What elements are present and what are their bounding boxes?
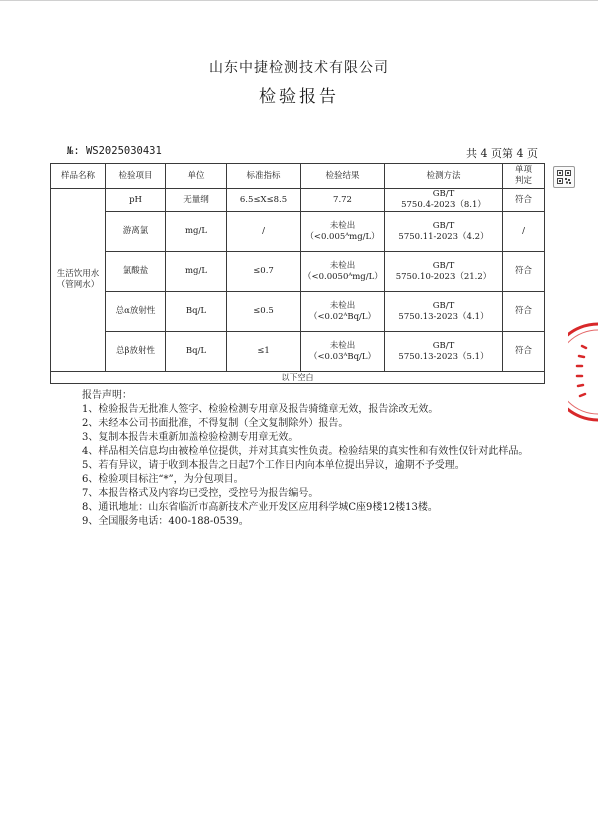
method-cell: GB/T 5750.13-2023（4.1） [385, 292, 503, 332]
note-item: 7、本报告格式及内容均已受控，受控号为报告编号。 [82, 488, 319, 499]
result-cell: 未检出 （<0.03ᴬBq/L） [301, 332, 385, 372]
company-name: 山东中捷检测技术有限公司 [209, 60, 389, 76]
page-info: 共 4 页第 4 页 [466, 147, 538, 160]
note-item: 2、未经本公司书面批准，不得复制（全文复制除外）报告。 [82, 418, 349, 429]
judgment-cell: 符合 [503, 292, 545, 332]
column-header: 标准指标 [227, 164, 301, 189]
results-table [50, 163, 545, 384]
note-item: 1、检验报告无批准人签字、检验检测专用章及报告骑缝章无效，报告涂改无效。 [82, 404, 439, 415]
judgment-cell: / [503, 212, 545, 252]
item-cell: pH [106, 189, 166, 212]
report-notes [82, 389, 528, 529]
item-cell: 总β放射性 [106, 332, 166, 372]
standard-cell: 6.5≤X≤8.5 [227, 189, 301, 212]
result-cell: 未检出 （<0.005ᴬmg/L） [301, 212, 385, 252]
item-cell: 总α放射性 [106, 292, 166, 332]
table-row [51, 252, 545, 292]
unit-cell: mg/L [166, 252, 227, 292]
unit-cell: 无量纲 [166, 189, 227, 212]
standard-cell: / [227, 212, 301, 252]
table-row [51, 292, 545, 332]
method-cell: GB/T 5750.11-2023（4.2） [385, 212, 503, 252]
standard-cell: ≤0.7 [227, 252, 301, 292]
note-item: 6、检验项目标注“*”，为分包项目。 [82, 474, 244, 485]
report-title: 检验报告 [259, 87, 339, 107]
report-number: №: WS2025030431 [67, 145, 162, 157]
item-cell: 游离氯 [106, 212, 166, 252]
result-cell: 7.72 [301, 189, 385, 212]
judgment-cell: 符合 [503, 252, 545, 292]
column-header: 检测方法 [385, 164, 503, 189]
method-cell: GB/T 5750.4-2023（8.1） [385, 189, 503, 212]
table-row [51, 332, 545, 372]
note-item: 5、若有异议，请于收到本报告之日起7个工作日内向本单位提出异议，逾期不予受理。 [82, 460, 465, 471]
method-cell: GB/T 5750.13-2023（5.1） [385, 332, 503, 372]
judgment-cell: 符合 [503, 332, 545, 372]
notes-heading: 报告声明： [82, 390, 132, 401]
method-cell: GB/T 5750.10-2023（21.2） [385, 252, 503, 292]
column-header: 检验结果 [301, 164, 385, 189]
table-header-row [51, 164, 545, 189]
column-header: 单位 [166, 164, 227, 189]
column-header: 检验项目 [106, 164, 166, 189]
result-cell: 未检出 （<0.02ᴬBq/L） [301, 292, 385, 332]
sample-name-cell: 生活饮用水 （管网水） [51, 189, 106, 372]
item-cell: 氯酸盐 [106, 252, 166, 292]
seal-stamp-icon [568, 322, 598, 426]
standard-cell: ≤0.5 [227, 292, 301, 332]
table-row [51, 212, 545, 252]
note-item: 8、通讯地址：山东省临沂市高新技术产业开发区应用科学城C座9楼12楼13楼。 [82, 502, 438, 513]
judgment-cell: 符合 [503, 189, 545, 212]
column-header: 单项 判定 [503, 164, 545, 189]
note-item: 4、样品相关信息均由被检单位提供，并对其真实性负责。检验结果的真实性和有效性仅针对此样品。 [82, 446, 529, 457]
unit-cell: Bq/L [166, 292, 227, 332]
blank-note-row [51, 372, 545, 384]
note-item: 9、全国服务电话：400-188-0539。 [82, 516, 249, 527]
standard-cell: ≤1 [227, 332, 301, 372]
column-header: 样品名称 [51, 164, 106, 189]
note-item: 3、复制本报告未重新加盖检验检测专用章无效。 [82, 432, 299, 443]
table-row [51, 189, 545, 212]
qr-code-icon[interactable] [553, 166, 575, 188]
unit-cell: Bq/L [166, 332, 227, 372]
page-top-border [0, 0, 598, 1]
unit-cell: mg/L [166, 212, 227, 252]
blank-note: 以下空白 [51, 372, 545, 384]
result-cell: 未检出 （<0.0050ᴬmg/L） [301, 252, 385, 292]
